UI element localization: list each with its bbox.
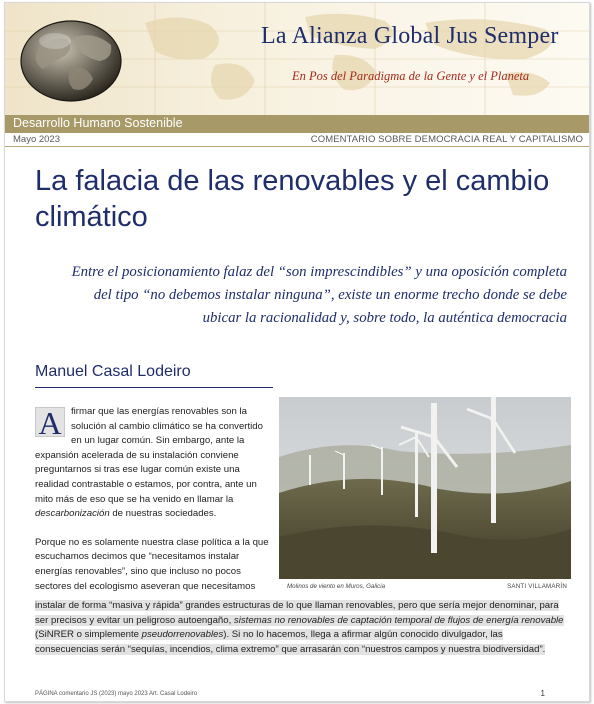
paragraph-2-text-a: instalar de forma “masiva y rápida” grandes estructuras de lo que llaman renovables, pero que sería mejor denominar, para ser precisos y evitar un peligroso autoengaño, [35,600,559,626]
photo-caption: Molinos de viento en Muros, Galicia [287,583,386,590]
author-name: Manuel Casal Lodeiro [35,363,191,380]
paragraph-2-wide [35,599,567,657]
body-column [35,405,271,608]
wind-turbines-photo [279,397,571,579]
paragraph-1 [35,405,271,522]
globe-icon [15,11,127,107]
paragraph-2-emphasis: sistemas no renovables de captación temporal de flujos de energía renovable [233,614,564,626]
site-title: La Alianza Global Jus Semper [261,23,559,49]
paragraph-1-emphasis: descarbonización [35,508,110,520]
paragraph-2-text-c: ). Si no lo hacemos, llega a afirmar algún conocido divulgador, las consecuencias serán “sequías, incendios, clima extremo” que arrasarán con “nuestros campos y nuestra biodiversidad”. [35,629,546,655]
article-category: COMENTARIO SOBRE DEMOCRACIA REAL Y CAPITALISMO [310,134,583,145]
footer-reference: PÁGINA comentario JS (2023) mayo 2023 Art. Casal Lodeiro [35,691,198,697]
paragraph-1-text: firmar que las energías renovables son la solución al cambio climático se ha convertido en un lugar común. Sin embargo, ante la expansión acelerada de su instalación conviene preguntarnos si tras ese lugar común existe una realidad contrastable o estamos, por contra, ante un mito más de eso que se ha venido en llamar la [35,406,263,505]
paragraph-2-column: Porque no es solamente nuestra clase política a la que escuchamos decimos que “necesitamos instalar energías renovables”, sino que incluso no pocos sectores del ecologismo aseveran que necesitamos [35,536,269,592]
paragraph-1-end: de nuestras sociedades. [109,508,217,520]
section-label: Desarrollo Humano Sostenible [13,116,183,130]
paragraph-2-text-b: (SiNRER o simplemente [35,629,142,641]
document-page [4,2,590,702]
article-title: La falacia de las renovables y el cambio climático [35,165,550,233]
paragraph-2-emphasis-2: pseudorrenovables [141,629,224,641]
article-abstract: Entre el posicionamiento falaz del “son imprescindibles” y una oposición completa del tipo “no debemos instalar ninguna”, existe un enorme trecho donde se debe ubicar la racionalidad y, sobre todo, la auténtica democracia [71,264,567,326]
page-number: 1 [540,689,545,698]
masthead [5,3,590,115]
meta-row [5,133,590,147]
publication-date: Mayo 2023 [13,134,61,145]
drop-cap: A [35,407,65,437]
photo-credit: SANTI VILLAMARÍN [507,583,567,590]
author-divider [35,387,273,388]
site-tagline: En Pos del Paradigma de la Gente y el Planeta [292,69,530,83]
section-bar [5,115,590,133]
